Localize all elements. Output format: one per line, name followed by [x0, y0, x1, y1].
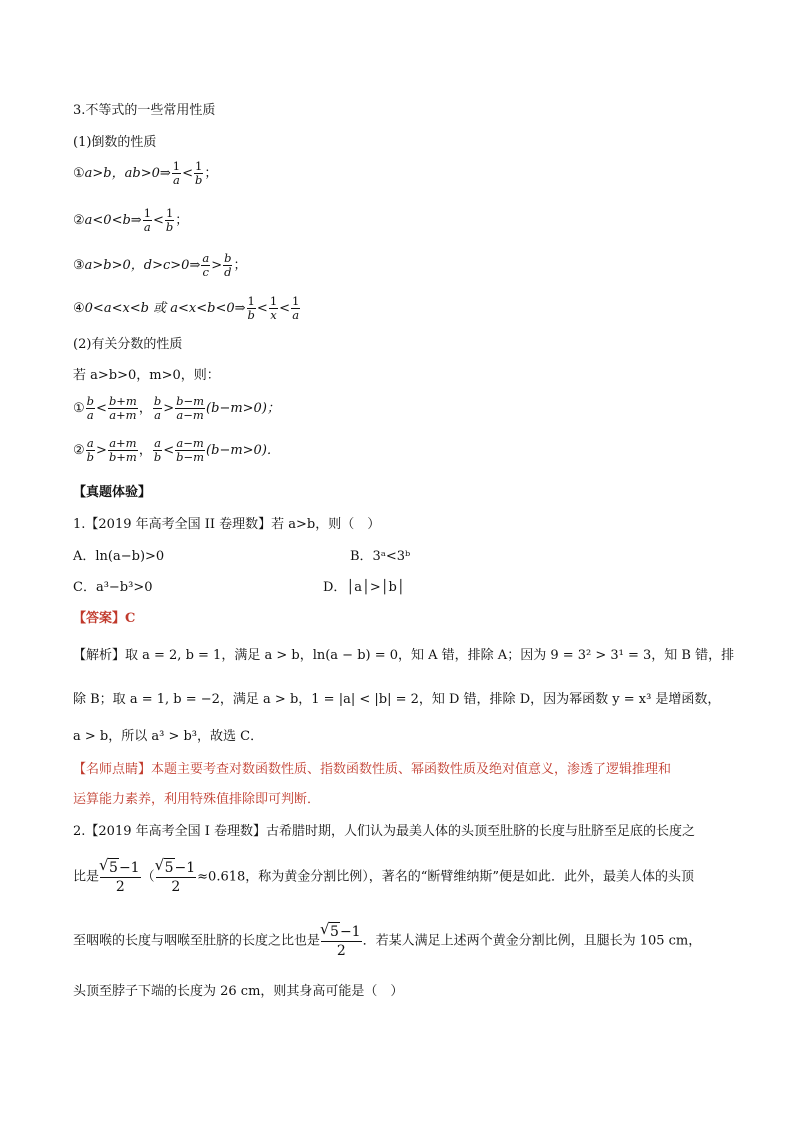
q1-analysis-line-2: 除 B；取 a = 1, b = −2，满足 a > b，1 = |a| < |b| = 2，知 D 错，排除 D，因为幂函数 y = x³ 是增函数，: [73, 692, 721, 707]
q1-option-c[interactable]: C．a³−b³>0: [73, 580, 153, 595]
fraction-rule-2: ② $\frac{a}{b}$ > $\frac{a+m}{b+m}$ ， $\frac{a}{b}$ < $\frac{a-m}{b-m}$ (b−m>0)．: [73, 436, 280, 464]
q2-stem-line-2: 比是 √ $\frac{5-1}{2}$ （ √ $\frac{5-1}{2}$ ≈0.618，称为黄金分割比例），著名的“断臂维纳斯”便是如此．此外，最美人体的头顶: [73, 858, 694, 896]
q1-option-d[interactable]: D．│a│>│b│: [323, 580, 405, 595]
q2-stem-line-3: 至咽喉的长度与咽喉至肚脐的长度之比也是 √ $\frac{5-1}{2}$ ．若某人满足上述两个黄金分割比例，且腿长为 105 cm，: [73, 922, 701, 960]
subsection-fraction-title: (2)有关分数的性质: [73, 337, 183, 352]
fraction-condition: 若 a>b>0，m>0，则：: [73, 368, 220, 383]
q1-stem: 1.【2019 年高考全国 II 卷理数】若 a>b，则（ ）: [73, 517, 381, 532]
q1-comment-line-1: 【名师点睛】本题主要考查对数函数性质、指数函数性质、幂函数性质及绝对值意义，渗透了逻辑推理和: [73, 762, 672, 777]
q2-stem-line-1: 2.【2019 年高考全国 I 卷理数】古希腊时期，人们认为最美人体的头顶至肚脐的长度与肚脐至足底的长度之: [73, 824, 696, 839]
q1-option-b[interactable]: B．3ᵃ<3ᵇ: [350, 549, 411, 564]
section-title: 3.不等式的一些常用性质: [73, 103, 216, 118]
q1-option-a[interactable]: A．ln(a−b)>0: [73, 549, 165, 564]
q1-analysis-line-3: a > b，所以 a³ > b³，故选 C．: [73, 729, 264, 744]
subsection-reciprocal-title: (1)倒数的性质: [73, 135, 157, 150]
q1-analysis-line-1: 【解析】取 a = 2, b = 1，满足 a > b，ln(a − b) = 0，知 A 错，排除 A；因为 9 = 3² > 3¹ = 3，知 B 错，排: [73, 648, 735, 663]
zhenti-label: 【真题体验】: [73, 485, 152, 500]
reciprocal-rule-3: ③a>b>0，d>c>0⇒ $\frac{a}{c}$ > $\frac{b}{d}$ ；: [73, 251, 247, 279]
reciprocal-rule-2: ②a<0<b⇒ $\frac{1}{a}$ < $\frac{1}{b}$ ；: [73, 206, 189, 234]
q2-stem-line-4: 头顶至脖子下端的长度为 26 cm，则其身高可能是（ ）: [73, 984, 404, 999]
reciprocal-rule-4: ④0<a<x<b 或 a<x<b<0⇒ $\frac{1}{b}$ < $\frac{1}{x}$ < $\frac{1}{a}$: [73, 294, 300, 322]
reciprocal-rule-1: ①a>b，ab>0⇒ $\frac{1}{a}$ < $\frac{1}{b}$ ；: [73, 159, 218, 187]
q1-answer: 【答案】C: [73, 611, 136, 626]
fraction-rule-1: ① $\frac{b}{a}$ < $\frac{b+m}{a+m}$ ， $\frac{b}{a}$ > $\frac{b-m}{a-m}$ (b−m>0)；: [73, 394, 280, 422]
q1-comment-line-2: 运算能力素养，利用特殊值排除即可判断．: [73, 792, 321, 807]
